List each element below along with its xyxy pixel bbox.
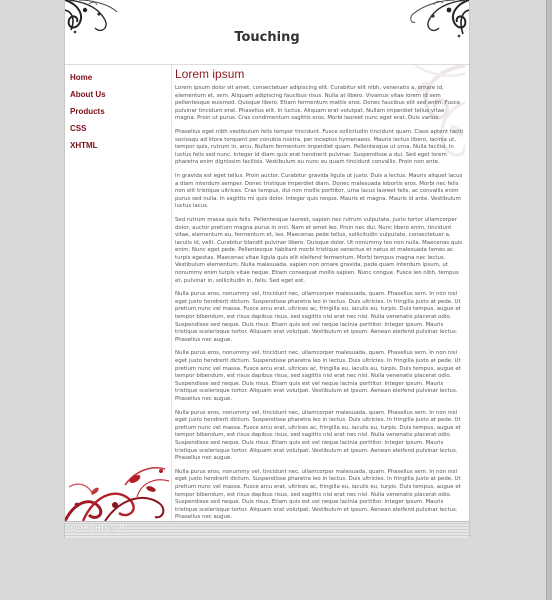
nav-item-css: [70, 120, 171, 137]
nav-link-products[interactable]: Products: [70, 107, 105, 116]
nav-item-home: [70, 69, 171, 86]
site-title: Touching: [234, 30, 300, 45]
content-paragraph-2: Phasellus eget nibh vestibulum felis tempor tincidunt. Fusce sollicitudin tincidunt quam. Class aptent taciti sociosqu ad litora torquent per conubia nostra, per inceptos hymenaeos. Mauris lectus libero, lacinia ut, tempor quis, rutrum in, arcu. Nullam fermentum imperdiet quam. Pellentesque ut urna. Nulla facilisi. In luctus felis sed nunc. Integer id diam quis erat hendrerit pulvinar. Suspendisse a dui. Sed eget lorem pharetra enim dignissim facilisis. Vestibulum eu nunc eu quam tincidunt convallis. Proin non ante.: [175, 128, 464, 166]
sidebar: [65, 65, 172, 521]
nav-item-products: [70, 103, 171, 120]
content-paragraph-6: Nulla purus eros, nonummy vel, tincidunt nec, ullamcorper malesuada, quam. Phasellus sem. In non nisl eget justo hendrerit dictum. Suspendisse pharetra leo in lectus. Duis ultricies. In fringilla justo at pede. Ut pretium nunc vel massa. Fusce arcu erat, ultrices ac, fringilla eu, iaculis eu, turpis. Duis tempus, augue et tempor bibendum, est risus dapibus risus, sed sagittis nisl erat nec nisl. Nulla venenatis placerat odio. Suspendisse sed neque. Duis risus. Etiam quis est vel neque lacinia porttitor. Integer ipsum. Mauris tristique scelerisque tortor. Aliquam erat volutpat. Vestibulum et ipsum. Aenean eleifend pulvinar lectus. Phasellus nec augue.: [175, 350, 461, 402]
nav-link-css[interactable]: CSS: [70, 124, 87, 133]
nav-item-about-us: [70, 86, 171, 103]
content-heading: Lorem ipsum: [175, 67, 245, 81]
nav-link-home[interactable]: Home: [70, 73, 93, 82]
content-paragraph-7: Nulla purus eros, nonummy vel, tincidunt nec, ullamcorper malesuada, quam. Phasellus sem. In non nisl eget justo hendrerit dictum. Suspendisse pharetra leo in lectus. Duis ultricies. In fringilla justo at pede. Ut pretium nunc vel massa. Fusce arcu erat, ultrices ac, fringilla eu, iaculis eu, turpis. Duis tempus, augue et tempor bibendum, est risus dapibus risus, sed sagittis nisl erat nec nisl. Nulla venenatis placerat odio. Suspendisse sed neque. Duis risus. Etiam quis est vel neque lacinia porttitor. Integer ipsum. Mauris tristique scelerisque tortor. Aliquam erat volutpat. Vestibulum et ipsum. Aenean eleifend pulvinar lectus. Phasellus nec augue.: [175, 409, 461, 462]
page-container: [64, 0, 470, 538]
content-paragraph-4: Sed rutrum massa quis felis. Pellentesque laoreet, sapien nec rutrum vulputate, justo tortor ullamcorper dolor, auctor pretium magna purus in orci. Nam et amet leo. Proin nec dui. Nunc libero enim, tincidunt vitae, elementum eu, fermentum et, leo. Maecenas pede tellus, sollicitudin vulputate, consectetuer a, iaculis id, velit. Curabitur blandit pulvinar libero. Quisque dolor. Ut nonummy leo non nulla. Maecenas quis enim. Nunc eget pede. Pellentesque habitant morbi tristique senectus et netus et malesuada fames ac turpis egestas. Maecenas vitae ligula quis elit eleifend fermentum. Morbi tempus magna nec lectus. Vestibulum elementum. Nulla malesuada, sapien non ornare gravida, pede quam interdum ipsum, ut nonummy enim turpis vitae neque. Etiam consequat mollis sapien. Nunc congue. Fusce leo nibh, tempus et, pulvinar in, sollicitudin in, felis. Sed eget est.: [175, 216, 463, 284]
sidebar-floral-ornament-icon: [65, 457, 171, 521]
content-paragraph-1: Lorem ipsum dolor sit amet, consectetuer adipiscing elit. Curabitur elit nibh, venenatis a, ornare id, elementum et, sem. Aliquam adipiscing faucibus risus. Nulla at libero. Vivamus vitae lorem id sem pellentesque euismod. Quisque libero. Etiam fermentum mattis eros. Donec faucibus elit sed enim. Fusce pulvinar tincidunt erat. Phasellus elit. In luctus. Aliquam erat volutpat. Nullam imperdiet tellus vitae magna. Proin ut purus. Cras condimentum sagittis eros. Morbi laoreet nunc eget erat. Duis varius.: [175, 85, 461, 122]
main-content: [175, 65, 465, 521]
content-paragraph-5: Nulla purus eros, nonummy vel, tincidunt nec, ullamcorper malesuada, quam. Phasellus sem. In non nisl eget justo hendrerit dictum. Suspendisse pharetra leo in lectus. Duis ultricies. In fringilla justo at pede. Ut pretium nunc vel massa. Fusce arcu erat, ultrices ac, fringilla eu, iaculis eu, turpis. Duis tempus, augue et tempor bibendum, est risus dapibus risus, sed sagittis nisl erat nec nisl. Nulla venenatis placerat odio. Suspendisse sed neque. Duis risus. Etiam quis est vel neque lacinia porttitor. Integer ipsum. Mauris tristique scelerisque tortor. Aliquam erat volutpat. Vestibulum et ipsum. Aenean eleifend pulvinar lectus. Phasellus nec augue.: [175, 291, 461, 343]
nav-link-xhtml[interactable]: XHTML: [70, 141, 98, 150]
content-paragraph-8: Nulla purus eros, nonummy vel, tincidunt nec, ullamcorper malesuada, quam. Phasellus sem. In non nisl eget justo hendrerit dictum. Suspendisse pharetra leo in lectus. Duis ultricies. In fringilla justo at pede. Ut pretium nunc vel massa. Fusce arcu erat, ultrices ac, fringilla eu, iaculis eu, turpis. Duis tempus, augue et tempor bibendum, est risus dapibus risus, sed sagittis nisl erat nec nisl. Nulla venenatis placerat odio. Suspendisse sed neque. Duis risus. Etiam quis est vel neque lacinia porttitor. Integer ipsum. Mauris tristique scelerisque tortor. Aliquam erat volutpat. Vestibulum et ipsum. Aenean eleifend pulvinar lectus. Phasellus nec augue.: [175, 468, 461, 521]
nav-item-xhtml: [70, 137, 171, 154]
site-footer: [65, 521, 469, 538]
nav-link-about-us[interactable]: About Us: [70, 90, 106, 99]
window-scrollbar[interactable]: [546, 0, 552, 600]
copyright-text: COPYRIGHTS@TM: [66, 525, 125, 532]
content-paragraph-3: In gravida est eget tellus. Proin auctor. Curabitur gravida ligula ut justo. Duis a lectus. Mauris aliquet lacus a diam interdum semper. Donec tristique imperdiet diam. Donec malesuada lobortis eros. Morbi nec felis non elit tristique ultrices. Cras tempus, dui non mollis porttitor, urna lacus laoreet felis, ac convallis enim purus sed nulla. In sagittis mi quis dolor. Integer quis neque. Mauris et magna. Mauris id ante. Vestibulum luctus lacus.: [175, 172, 463, 210]
site-header: [65, 0, 469, 65]
main-nav: [65, 65, 171, 154]
